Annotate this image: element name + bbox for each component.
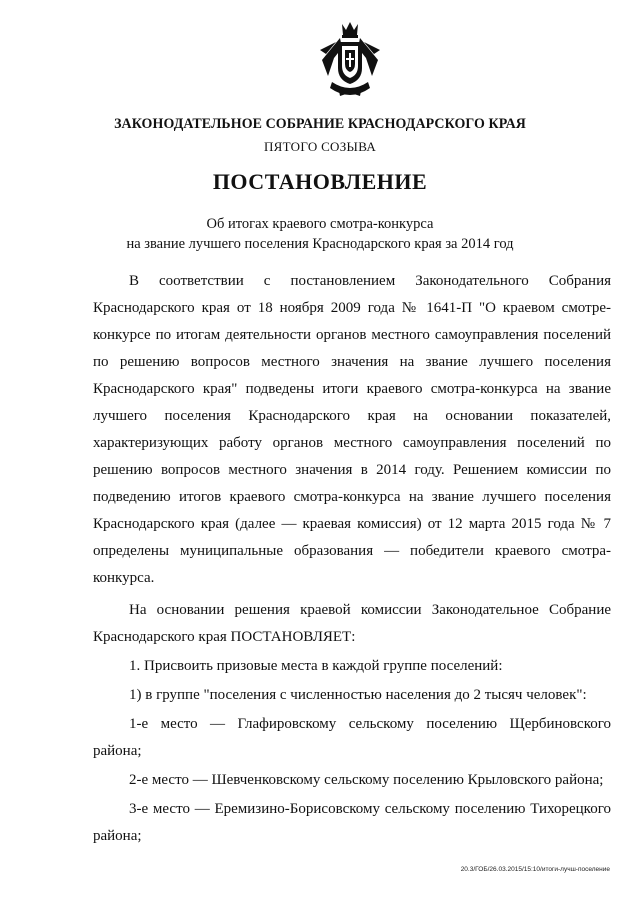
body-paragraph-item-1: 1. Присвоить призовые места в каждой группе поселений: bbox=[129, 658, 503, 674]
convocation-label: ПЯТОГО СОЗЫВА bbox=[263, 139, 377, 154]
body-paragraph-place-2: 2-е место — Шевченковскому сельскому поселению Крыловского района; bbox=[129, 772, 604, 788]
document-body bbox=[93, 268, 611, 850]
file-reference: 20.3/ГОБ/26.03.2015/15:10/итоги-лучш-поселение bbox=[460, 866, 610, 873]
body-paragraph-place-3: 3-е место — Еремизино-Борисовскому сельскому поселению Тихорецкого района; bbox=[93, 801, 611, 844]
body-paragraph-resolution: На основании решения краевой комиссии Законодательное Собрание Краснодарского края ПОСТАНОВЛЯЕТ: bbox=[93, 602, 611, 645]
document-type-title: ПОСТАНОВЛЕНИЕ bbox=[212, 169, 428, 194]
body-paragraph-preamble: В соответствии с постановлением Законодательного Собрания Краснодарского края от 18 ноября 2009 года № 1641-П "О краевом смотре-конкурсе по итогам деятельности органов местного самоуправления поселений по решению вопросов местного значения на звание лучшего поселения Краснодарского края" подведены итоги краевого смотра-конкурса на звание лучшего поселения Краснодарского края на основании показателей, характеризующих работу органов местного самоуправления поселений по решению вопросов местного значения в 2014 году. Решением комиссии по подведению итогов краевого смотра-конкурса на звание лучшего поселения Краснодарского края (далее — краевая комиссия) от 12 марта 2015 года № 7 определены муниципальные образования — победители краевого смотра-конкурса. bbox=[93, 273, 611, 586]
subject-line-2: на звание лучшего поселения Краснодарского края за 2014 год bbox=[126, 236, 514, 252]
subject-line-1: Об итогах краевого смотра-конкурса bbox=[206, 216, 434, 232]
organization-name: ЗАКОНОДАТЕЛЬНОЕ СОБРАНИЕ КРАСНОДАРСКОГО КРАЯ bbox=[114, 116, 526, 132]
coat-of-arms-icon bbox=[318, 20, 382, 102]
document-subject bbox=[0, 214, 640, 254]
body-paragraph-group-1: 1) в группе "поселения с численностью населения до 2 тысяч человек": bbox=[129, 687, 587, 703]
body-paragraph-place-1: 1-е место — Глафировскому сельскому поселению Щербиновского района; bbox=[93, 716, 611, 759]
